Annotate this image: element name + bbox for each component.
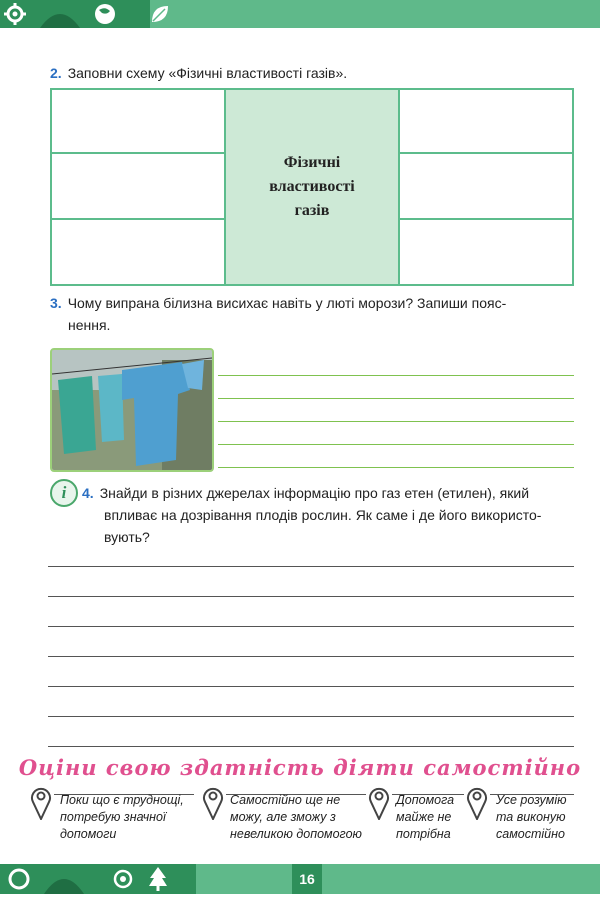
answer-line-4-5[interactable] — [48, 686, 574, 687]
assessment-level-3[interactable] — [368, 784, 468, 842]
molecule-icon — [108, 864, 138, 894]
scheme-cell-left-3[interactable] — [51, 219, 225, 285]
answer-line-4-1[interactable] — [48, 566, 574, 567]
task-3-line-2: нення. — [68, 317, 111, 333]
scheme-cell-right-3[interactable] — [399, 219, 573, 285]
answer-line-3-4[interactable] — [218, 444, 574, 445]
location-pin-icon — [368, 784, 390, 820]
level-3-line-1: Допомога — [396, 793, 455, 807]
answer-line-3-1[interactable] — [218, 375, 574, 376]
assessment-level-1[interactable] — [30, 784, 200, 842]
location-pin-icon — [30, 784, 52, 820]
task-4-number: 4. — [82, 485, 94, 501]
leaf-icon — [148, 0, 172, 28]
task-2-prompt — [50, 62, 347, 84]
task-2-text: Заповни схему «Фізичні властивості газів». — [67, 65, 348, 81]
level-4-line-2: та виконую — [496, 810, 566, 824]
task-4-line-3: вують? — [104, 529, 150, 545]
level-2-line-1: Самостійно ще не — [230, 793, 341, 807]
level-4-line-1: Усе розумію — [496, 793, 567, 807]
task-3-prompt — [50, 292, 506, 336]
assessment-level-2[interactable] — [202, 784, 372, 842]
level-3-line-3: потрібна — [396, 827, 451, 841]
level-4-line-3: самостійно — [496, 827, 565, 841]
info-icon: i — [50, 479, 78, 507]
gear-icon — [2, 0, 28, 28]
atom-icon — [40, 0, 80, 28]
footer-bar — [0, 864, 600, 910]
scheme-cell-left-1[interactable] — [51, 89, 225, 153]
level-1-line-1: Поки що є труднощі, — [60, 793, 184, 807]
level-2-line-3: невеликою допомогою — [230, 827, 362, 841]
header-bar — [0, 0, 600, 42]
task-4-line-1: Знайди в різних джерелах інформацію про газ етен (етилен), який — [99, 485, 530, 501]
level-1-line-3: допомоги — [60, 827, 117, 841]
task-4-line-2: впливає на дозрівання плодів рослин. Як саме і де його використо- — [104, 507, 542, 523]
scheme-cell-left-2[interactable] — [51, 153, 225, 219]
scheme-cell-right-1[interactable] — [399, 89, 573, 153]
level-3-line-2: майже не — [396, 810, 452, 824]
task-3-number: 3. — [50, 295, 62, 311]
answer-line-4-6[interactable] — [48, 716, 574, 717]
assessment-levels — [30, 784, 580, 842]
page-number: 16 — [292, 864, 322, 894]
answer-line-4-4[interactable] — [48, 656, 574, 657]
flask-icon — [4, 864, 34, 894]
assessment-title: Оціни свою здатність діяти самостійно — [18, 755, 582, 780]
task-2-number: 2. — [50, 65, 62, 81]
answer-line-4-7[interactable] — [48, 746, 574, 747]
assessment-level-4[interactable] — [466, 784, 578, 842]
task-4-prompt — [82, 482, 541, 548]
tree-icon — [146, 864, 170, 894]
scheme-center-line-2: властивості — [269, 178, 355, 195]
scheme-cell-right-2[interactable] — [399, 153, 573, 219]
cell-icon — [44, 864, 84, 894]
gas-properties-scheme — [50, 88, 574, 286]
answer-line-3-2[interactable] — [218, 398, 574, 399]
scheme-center-line-3: газів — [294, 202, 330, 219]
answer-line-4-2[interactable] — [48, 596, 574, 597]
answer-line-3-3[interactable] — [218, 421, 574, 422]
level-1-line-2: потребую значної — [60, 810, 166, 824]
answer-line-3-5[interactable] — [218, 467, 574, 468]
scheme-center-cell — [225, 89, 400, 285]
scheme-center-line-1: Фізичні — [283, 154, 341, 171]
location-pin-icon — [202, 784, 224, 820]
answer-line-4-3[interactable] — [48, 626, 574, 627]
location-pin-icon — [466, 784, 488, 820]
task-3-line-1: Чому випрана білизна висихає навіть у люті морози? Запиши пояс- — [67, 295, 507, 311]
laundry-photo — [50, 348, 214, 472]
globe-icon — [90, 0, 120, 28]
level-2-line-2: можу, але зможу з — [230, 810, 336, 824]
